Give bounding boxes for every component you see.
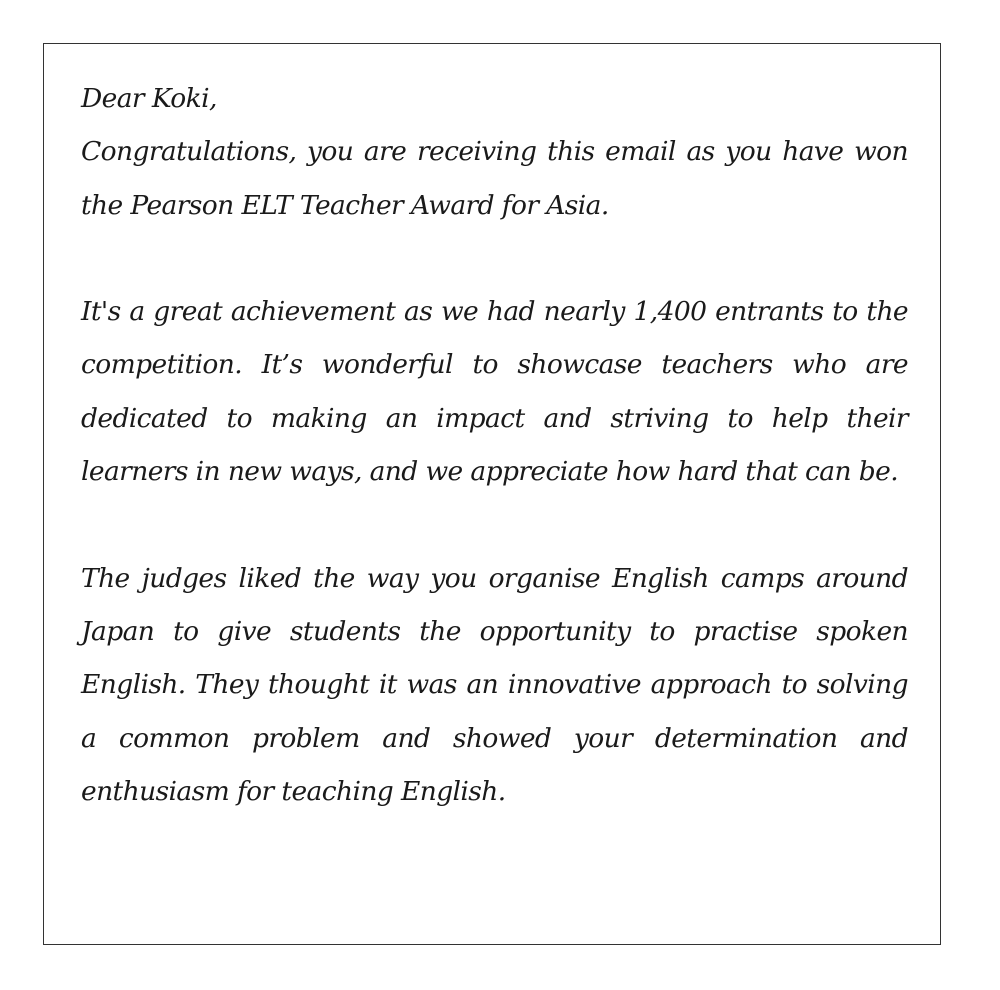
letter-paragraph-achievement: It's a great achievement as we had nearly 1,400 entrants to the competition. It’s wonderful to showcase teachers who are dedicated to making an impact and striving to help their learners in new ways, and we appreciate how hard that can be. xyxy=(81,296,908,488)
letter-paragraph-judges: The judges liked the way you organise English camps around Japan to give students the opportunity to practise spoken English. They thought it was an innovative approach to solving a common problem and showed your determination and enthusiasm for teaching English. xyxy=(81,562,908,807)
letter-paragraph-congratulations: Congratulations, you are receiving this email as you have won the Pearson ELT Teacher Award for Asia. xyxy=(81,136,908,221)
letter-greeting: Dear Koki, xyxy=(81,83,217,114)
letter-body xyxy=(81,72,908,818)
letter-frame xyxy=(43,43,941,945)
